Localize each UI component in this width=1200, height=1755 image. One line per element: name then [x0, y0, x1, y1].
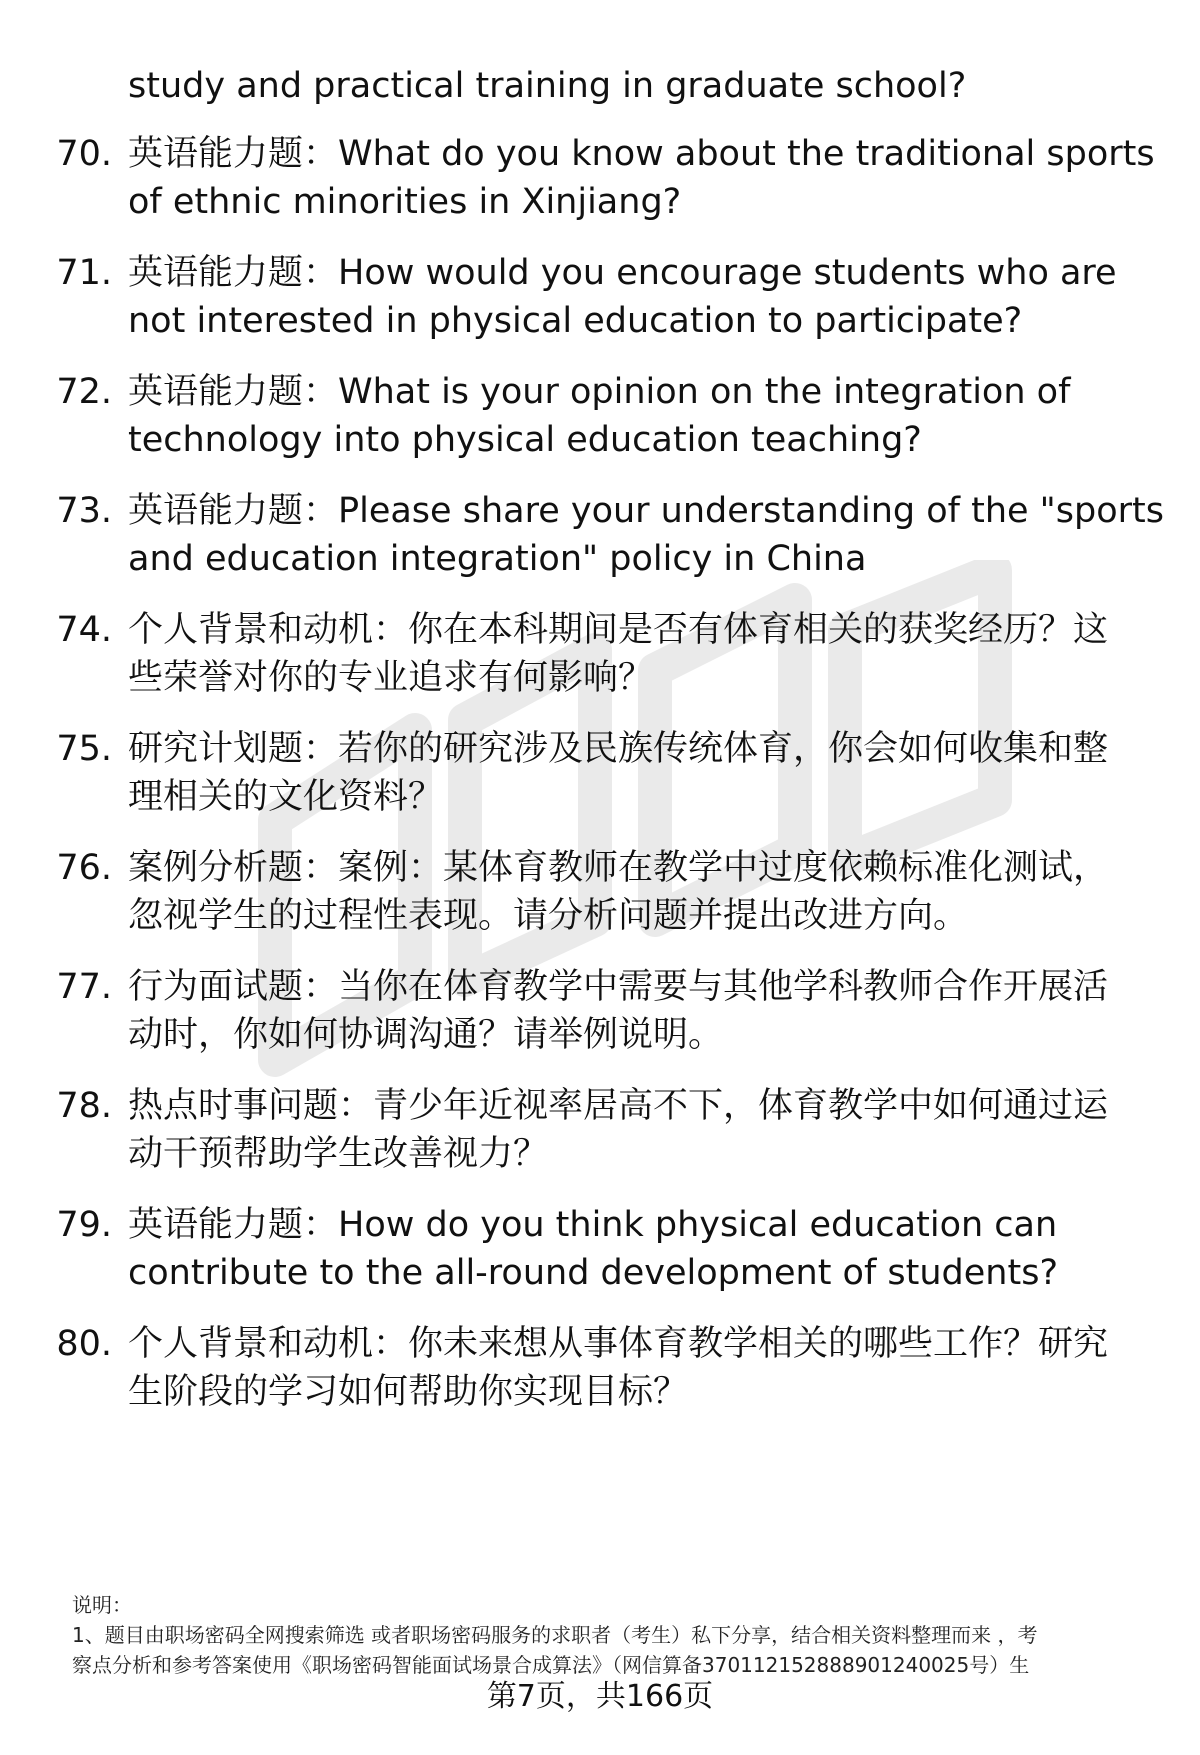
question-number: 73.	[56, 491, 112, 531]
question-text-line: 个人背景和动机：你在本科期间是否有体育相关的获奖经历？这	[128, 610, 1109, 650]
question-number: 77.	[56, 967, 112, 1007]
question-number: 78.	[56, 1086, 112, 1126]
question-text-line: and education integration" policy in China	[128, 539, 867, 579]
question-number: 74.	[56, 610, 112, 650]
question-text-line: 研究计划题：若你的研究涉及民族传统体育，你会如何收集和整	[128, 729, 1109, 769]
notes-heading: 说明：	[72, 1593, 132, 1617]
question-number: 80.	[56, 1324, 112, 1364]
question-text-line: 英语能力题：How would you encourage students who are	[128, 253, 1117, 293]
question-text-line: 英语能力题：Please share your understanding of the "sports	[128, 491, 1164, 531]
question-text-line: 生阶段的学习如何帮助你实现目标？	[128, 1372, 689, 1412]
question-number: 79.	[56, 1205, 112, 1245]
question-text-line: 英语能力题：What is your opinion on the integration of	[128, 372, 1071, 412]
question-text-line: 忽视学生的过程性表现。请分析问题并提出改进方向。	[128, 896, 969, 936]
question-text-line: 理相关的文化资料？	[128, 777, 444, 817]
question-text-line: contribute to the all-round development of students?	[128, 1253, 1059, 1293]
question-number: 75.	[56, 729, 112, 769]
notes-line: 1、题目由职场密码全网搜索筛选 或者职场密码服务的求职者（考生）私下分享，结合相关资料整理而来 ，考	[72, 1623, 1038, 1647]
notes-line: 察点分析和参考答案使用《职场密码智能面试场景合成算法》（网信算备370112152888901240025号）生	[72, 1653, 1030, 1677]
question-text-line: technology into physical education teaching?	[128, 420, 922, 460]
question-number: 71.	[56, 253, 112, 293]
question-text-line: not interested in physical education to participate?	[128, 301, 1023, 341]
question-text-line: 案例分析题：案例：某体育教师在教学中过度依赖标准化测试，	[128, 848, 1109, 888]
question-text-line: 动时，你如何协调沟通？请举例说明。	[128, 1015, 724, 1055]
question-text-line: 个人背景和动机：你未来想从事体育教学相关的哪些工作？研究	[128, 1324, 1109, 1364]
question-text-line: 行为面试题：当你在体育教学中需要与其他学科教师合作开展活	[128, 967, 1109, 1007]
question-text-line: of ethnic minorities in Xinjiang?	[128, 182, 682, 222]
notes-section	[72, 1590, 1162, 1680]
question-text-line: 些荣誉对你的专业追求有何影响？	[128, 658, 654, 698]
page-number: 第7页，共166页	[486, 1679, 714, 1714]
continuation-text: study and practical training in graduate school?	[128, 66, 967, 106]
question-text-line: 动干预帮助学生改善视力？	[128, 1134, 549, 1174]
question-text-line: 英语能力题：What do you know about the traditional sports	[128, 134, 1155, 174]
question-number: 72.	[56, 372, 112, 412]
question-text-line: 英语能力题：How do you think physical education can	[128, 1205, 1058, 1245]
question-text-line: 热点时事问题：青少年近视率居高不下，体育教学中如何通过运	[128, 1086, 1109, 1126]
question-number: 76.	[56, 848, 112, 888]
question-number: 70.	[56, 134, 112, 174]
